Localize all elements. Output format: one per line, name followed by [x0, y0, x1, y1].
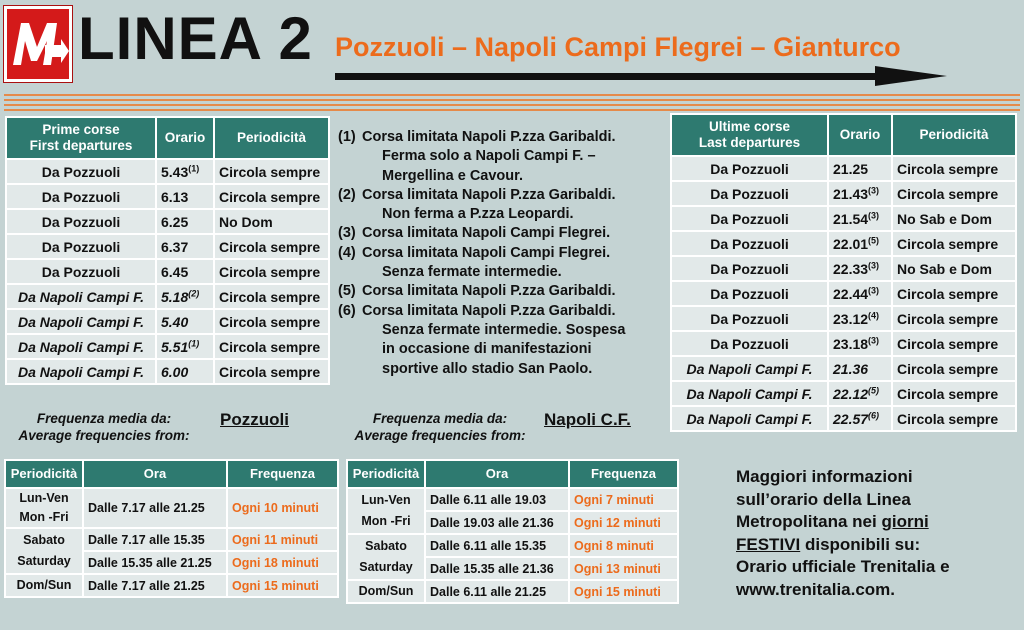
footnote-line: Non ferma a P.zza Leopardi. [382, 206, 574, 223]
departure-period: Circola sempre [893, 382, 1015, 405]
footnote-line: sportive allo stadio San Paolo. [382, 360, 593, 377]
footnote-number: (3) [338, 225, 356, 242]
more-info-text-part: disponibili su: [800, 534, 921, 554]
departure-time [829, 307, 891, 330]
departure-time-value: 5.43 [161, 163, 189, 180]
frequency-period-line: Dom/Sun [358, 584, 414, 598]
footnote [338, 128, 668, 186]
departure-time [829, 382, 891, 405]
frequency-time-header: Ora [426, 461, 568, 487]
frequency-period-line: Lun-Ven [361, 493, 411, 507]
departure-time [157, 335, 213, 358]
departure-time [829, 157, 891, 180]
more-info-text-part: Metropolitana nei [736, 512, 882, 531]
departure-time-value: 6.37 [161, 238, 189, 255]
frequency-row [348, 581, 677, 602]
departure-time-value: 5.40 [161, 313, 189, 330]
departure-row [672, 157, 1015, 180]
departure-origin: Da Napoli Campi F. [672, 382, 827, 405]
departure-period: Circola sempre [893, 307, 1015, 330]
departure-time-value: 22.44 [833, 285, 869, 302]
departure-row [672, 182, 1015, 205]
departure-time-value: 21.54 [833, 210, 869, 227]
departure-note-ref: (3) [868, 259, 880, 270]
departure-time-value: 6.00 [161, 363, 189, 380]
frequency-value: Ogni 15 minuti [228, 575, 337, 596]
departure-note-ref: (6) [868, 409, 880, 420]
footnote-number: (1) [338, 129, 356, 145]
frequency-period [348, 489, 424, 533]
footnote-line [338, 302, 668, 321]
frequency-pozzuoli-label [4, 410, 204, 444]
departure-time [829, 282, 891, 305]
departure-row [672, 307, 1015, 330]
frequency-station-pozzuoli: Pozzuoli [220, 410, 289, 429]
departure-origin: Da Napoli Campi F. [672, 407, 827, 430]
footnote-line: in occasione di manifestazioni [382, 341, 592, 358]
frequency-label-it: Frequenza media da: [372, 411, 508, 426]
departure-period: Circola sempre [893, 407, 1015, 430]
frequency-value: Ogni 13 minuti [570, 558, 677, 579]
departure-row [672, 207, 1015, 230]
frequency-value: Ogni 15 minuti [570, 581, 677, 602]
frequency-pozzuoli-table [4, 459, 339, 598]
direction-arrow-icon [335, 66, 947, 86]
frequency-value: Ogni 7 minuti [570, 489, 677, 510]
departure-period: Circola sempre [215, 310, 328, 333]
last-departures-header [672, 115, 827, 155]
departure-time [829, 332, 891, 355]
departure-time-value: 22.57 [833, 410, 869, 427]
departure-note-ref: (3) [868, 209, 880, 220]
departure-row [672, 257, 1015, 280]
frequency-label-it: Frequenza media da: [36, 411, 172, 426]
last-departures-table [670, 113, 1017, 432]
departure-time [829, 407, 891, 430]
departure-time [829, 207, 891, 230]
frequency-label-en: Average frequencies from: [354, 428, 526, 443]
time-column-header: Orario [829, 115, 891, 155]
footnote-line [338, 244, 668, 263]
frequency-value-header: Frequenza [228, 461, 337, 487]
departure-period: Circola sempre [215, 160, 328, 183]
frequency-value: Ogni 8 minuti [570, 535, 677, 556]
departure-period: Circola sempre [893, 232, 1015, 255]
departure-row [672, 357, 1015, 380]
frequency-period-line: Saturday [359, 560, 413, 574]
departure-origin: Da Pozzuoli [672, 332, 827, 355]
departure-note-ref: (1) [188, 162, 200, 173]
frequency-value: Ogni 10 minuti [228, 489, 337, 527]
departure-time [829, 182, 891, 205]
departure-time-value: 21.36 [833, 360, 869, 377]
frequency-napoli-table [346, 459, 679, 604]
footnote-text: Corsa limitata Napoli P.zza Garibaldi. [362, 129, 616, 145]
frequency-value: Ogni 11 minuti [228, 529, 337, 550]
departure-period: Circola sempre [215, 335, 328, 358]
footnote-number: (4) [338, 244, 356, 261]
frequency-time: Dalle 6.11 alle 15.35 [426, 535, 568, 556]
departure-origin: Da Napoli Campi F. [7, 310, 155, 333]
departure-time [157, 310, 213, 333]
route-title: Pozzuoli – Napoli Campi Flegrei – Gianturco [335, 32, 901, 62]
footnote-line: Senza fermate intermedie. Sospesa [382, 321, 626, 338]
departure-time [157, 160, 213, 183]
frequency-period-line: Mon -Fri [19, 510, 69, 524]
footnote-number: (2) [338, 186, 356, 203]
departure-note-ref: (4) [868, 309, 880, 320]
footnote-line: Senza fermate intermedie. [382, 264, 562, 281]
frequency-row [6, 575, 337, 596]
departure-period: Circola sempre [215, 235, 328, 258]
footnote-number: (5) [338, 283, 356, 300]
footnote-text: Corsa limitata Napoli Campi Flegrei. [362, 244, 611, 261]
footnote [338, 224, 668, 243]
departure-row [7, 235, 328, 258]
more-info-line: Maggiori informazioni [736, 467, 913, 486]
frequency-period-line: Dom/Sun [16, 578, 72, 592]
frequency-time: Dalle 15.35 alle 21.36 [426, 558, 568, 579]
departure-row [672, 332, 1015, 355]
frequency-time: Dalle 7.17 alle 21.25 [84, 575, 226, 596]
frequency-period-header: Periodicità [348, 461, 424, 487]
departure-time-value: 21.25 [833, 160, 869, 177]
departure-origin: Da Pozzuoli [672, 207, 827, 230]
departure-time [157, 260, 213, 283]
footnote-text: Corsa limitata Napoli Campi Flegrei. [362, 225, 611, 242]
last-departures-header-it: Ultime corse [708, 119, 791, 134]
departure-note-ref: (5) [868, 234, 880, 245]
departure-origin: Da Napoli Campi F. [7, 335, 155, 358]
departure-time-value: 23.18 [833, 335, 869, 352]
footnote-line [338, 282, 668, 301]
departure-row [672, 282, 1015, 305]
departure-time-value: 21.43 [833, 185, 869, 202]
line-title: LINEA 2 [78, 5, 313, 72]
more-info-line: sull’orario della Linea [736, 489, 911, 509]
footnote-line: Ferma solo a Napoli Campi F. – [382, 148, 596, 165]
frequency-period [6, 575, 82, 596]
frequency-row [348, 489, 677, 510]
footnote-number: (6) [338, 302, 356, 319]
departure-row [7, 260, 328, 283]
departure-origin: Da Pozzuoli [672, 282, 827, 305]
departure-period: Circola sempre [893, 357, 1015, 380]
departure-time [829, 257, 891, 280]
metro-m-logo-svg [7, 9, 69, 79]
departure-note-ref: (3) [868, 284, 880, 295]
departure-time-value: 6.25 [161, 213, 189, 230]
departure-origin: Da Pozzuoli [7, 160, 155, 183]
period-column-header: Periodicità [215, 118, 328, 158]
frequency-time: Dalle 6.11 alle 19.03 [426, 489, 568, 510]
frequency-value: Ogni 18 minuti [228, 552, 337, 573]
frequency-value: Ogni 12 minuti [570, 512, 677, 533]
departure-time [157, 185, 213, 208]
frequency-time: Dalle 19.03 alle 21.36 [426, 512, 568, 533]
departure-origin: Da Napoli Campi F. [7, 360, 155, 383]
departure-time [157, 235, 213, 258]
departure-period: Circola sempre [893, 182, 1015, 205]
departure-time [829, 357, 891, 380]
footnotes [338, 128, 668, 379]
departure-period: Circola sempre [215, 260, 328, 283]
departure-note-ref: (3) [868, 184, 880, 195]
departure-origin: Da Pozzuoli [7, 260, 155, 283]
footnote-text: Corsa limitata Napoli P.zza Garibaldi. [362, 283, 616, 300]
more-info-text [736, 466, 1020, 601]
frequency-period-header: Periodicità [6, 461, 82, 487]
frequency-period-line: Mon -Fri [361, 514, 411, 528]
departure-note-ref: (5) [868, 384, 880, 395]
departure-period: Circola sempre [893, 157, 1015, 180]
departure-time [829, 232, 891, 255]
footnote-line [338, 224, 668, 243]
departure-origin: Da Pozzuoli [7, 210, 155, 233]
departure-origin: Da Pozzuoli [672, 182, 827, 205]
departure-period: No Sab e Dom [893, 207, 1015, 230]
footnote-text: Corsa limitata Napoli P.zza Garibaldi. [362, 302, 616, 319]
metro-m-logo-icon [4, 6, 72, 82]
footnote-line: Mergellina e Cavour. [382, 167, 524, 184]
departure-time [157, 360, 213, 383]
footnote [338, 244, 668, 283]
footnote-line [338, 128, 668, 147]
frequency-label-en: Average frequencies from: [18, 428, 190, 443]
departure-origin: Da Pozzuoli [672, 232, 827, 255]
frequency-row [348, 535, 677, 556]
departure-time-value: 22.12 [833, 385, 869, 402]
departure-period: Circola sempre [893, 332, 1015, 355]
more-info-line [736, 534, 1020, 557]
departure-row [7, 185, 328, 208]
departure-origin: Da Napoli Campi F. [7, 285, 155, 308]
departure-note-ref: (2) [188, 287, 200, 298]
footnote [338, 302, 668, 379]
departure-row [7, 210, 328, 233]
departure-origin: Da Pozzuoli [7, 185, 155, 208]
departure-origin: Da Pozzuoli [672, 257, 827, 280]
last-departures-header-en: Last departures [698, 135, 801, 150]
frequency-period [348, 581, 424, 602]
footnote-line [338, 186, 668, 205]
first-departures-header [7, 118, 155, 158]
more-info-line: www.trenitalia.com. [736, 579, 896, 599]
frequency-period-line: Lun-Ven [19, 491, 69, 505]
departure-origin: Da Pozzuoli [672, 307, 827, 330]
departure-period: Circola sempre [215, 360, 328, 383]
departure-origin: Da Napoli Campi F. [672, 357, 827, 380]
departure-time-value: 5.18 [161, 288, 189, 305]
departure-time-value: 6.45 [161, 263, 189, 280]
footnote [338, 282, 668, 301]
departure-period: Circola sempre [215, 185, 328, 208]
frequency-period [348, 535, 424, 579]
time-column-header: Orario [157, 118, 213, 158]
departure-period: Circola sempre [893, 282, 1015, 305]
more-info-line: Orario ufficiale Trenitalia e [736, 557, 950, 576]
departure-period: No Dom [215, 210, 328, 233]
departure-note-ref: (1) [188, 337, 200, 348]
departure-time [157, 285, 213, 308]
frequency-period [6, 529, 82, 573]
first-departures-table [5, 116, 330, 385]
departure-time-value: 23.12 [833, 310, 869, 327]
departure-period: No Sab e Dom [893, 257, 1015, 280]
frequency-period-line: Saturday [17, 554, 71, 568]
departure-time-value: 22.33 [833, 260, 869, 277]
frequency-time: Dalle 7.17 alle 15.35 [84, 529, 226, 550]
frequency-row [6, 489, 337, 527]
frequency-row [6, 529, 337, 550]
more-info-line [736, 511, 1020, 534]
departure-period: Circola sempre [215, 285, 328, 308]
departure-row [7, 285, 328, 308]
more-info-underlined: giorni [881, 512, 929, 531]
departure-row [7, 160, 328, 183]
departure-time-value: 22.01 [833, 235, 869, 252]
period-column-header: Periodicità [893, 115, 1015, 155]
frequency-time: Dalle 6.11 alle 21.25 [426, 581, 568, 602]
frequency-time-header: Ora [84, 461, 226, 487]
departure-origin: Da Pozzuoli [672, 157, 827, 180]
departure-origin: Da Pozzuoli [7, 235, 155, 258]
frequency-period-line: Sabato [23, 533, 65, 547]
departure-row [7, 310, 328, 333]
departure-time [157, 210, 213, 233]
departure-time-value: 5.51 [161, 338, 189, 355]
departure-row [672, 232, 1015, 255]
departure-row [672, 407, 1015, 430]
frequency-station-napoli: Napoli C.F. [544, 410, 631, 429]
more-info-underlined: FESTIVI [736, 534, 801, 554]
first-departures-header-it: Prime corse [42, 122, 120, 137]
frequency-time: Dalle 15.35 alle 21.25 [84, 552, 226, 573]
frequency-value-header: Frequenza [570, 461, 677, 487]
departure-row [7, 335, 328, 358]
departure-row [7, 360, 328, 383]
departure-row [672, 382, 1015, 405]
frequency-time: Dalle 7.17 alle 21.25 [84, 489, 226, 527]
frequency-period-line: Sabato [365, 539, 407, 553]
frequency-napoli-label [340, 410, 540, 444]
departure-time-value: 6.13 [161, 188, 189, 205]
departure-note-ref: (3) [868, 334, 880, 345]
first-departures-header-en: First departures [29, 138, 133, 153]
footnote [338, 186, 668, 225]
frequency-period [6, 489, 82, 527]
footnote-text: Corsa limitata Napoli P.zza Garibaldi. [362, 186, 616, 203]
